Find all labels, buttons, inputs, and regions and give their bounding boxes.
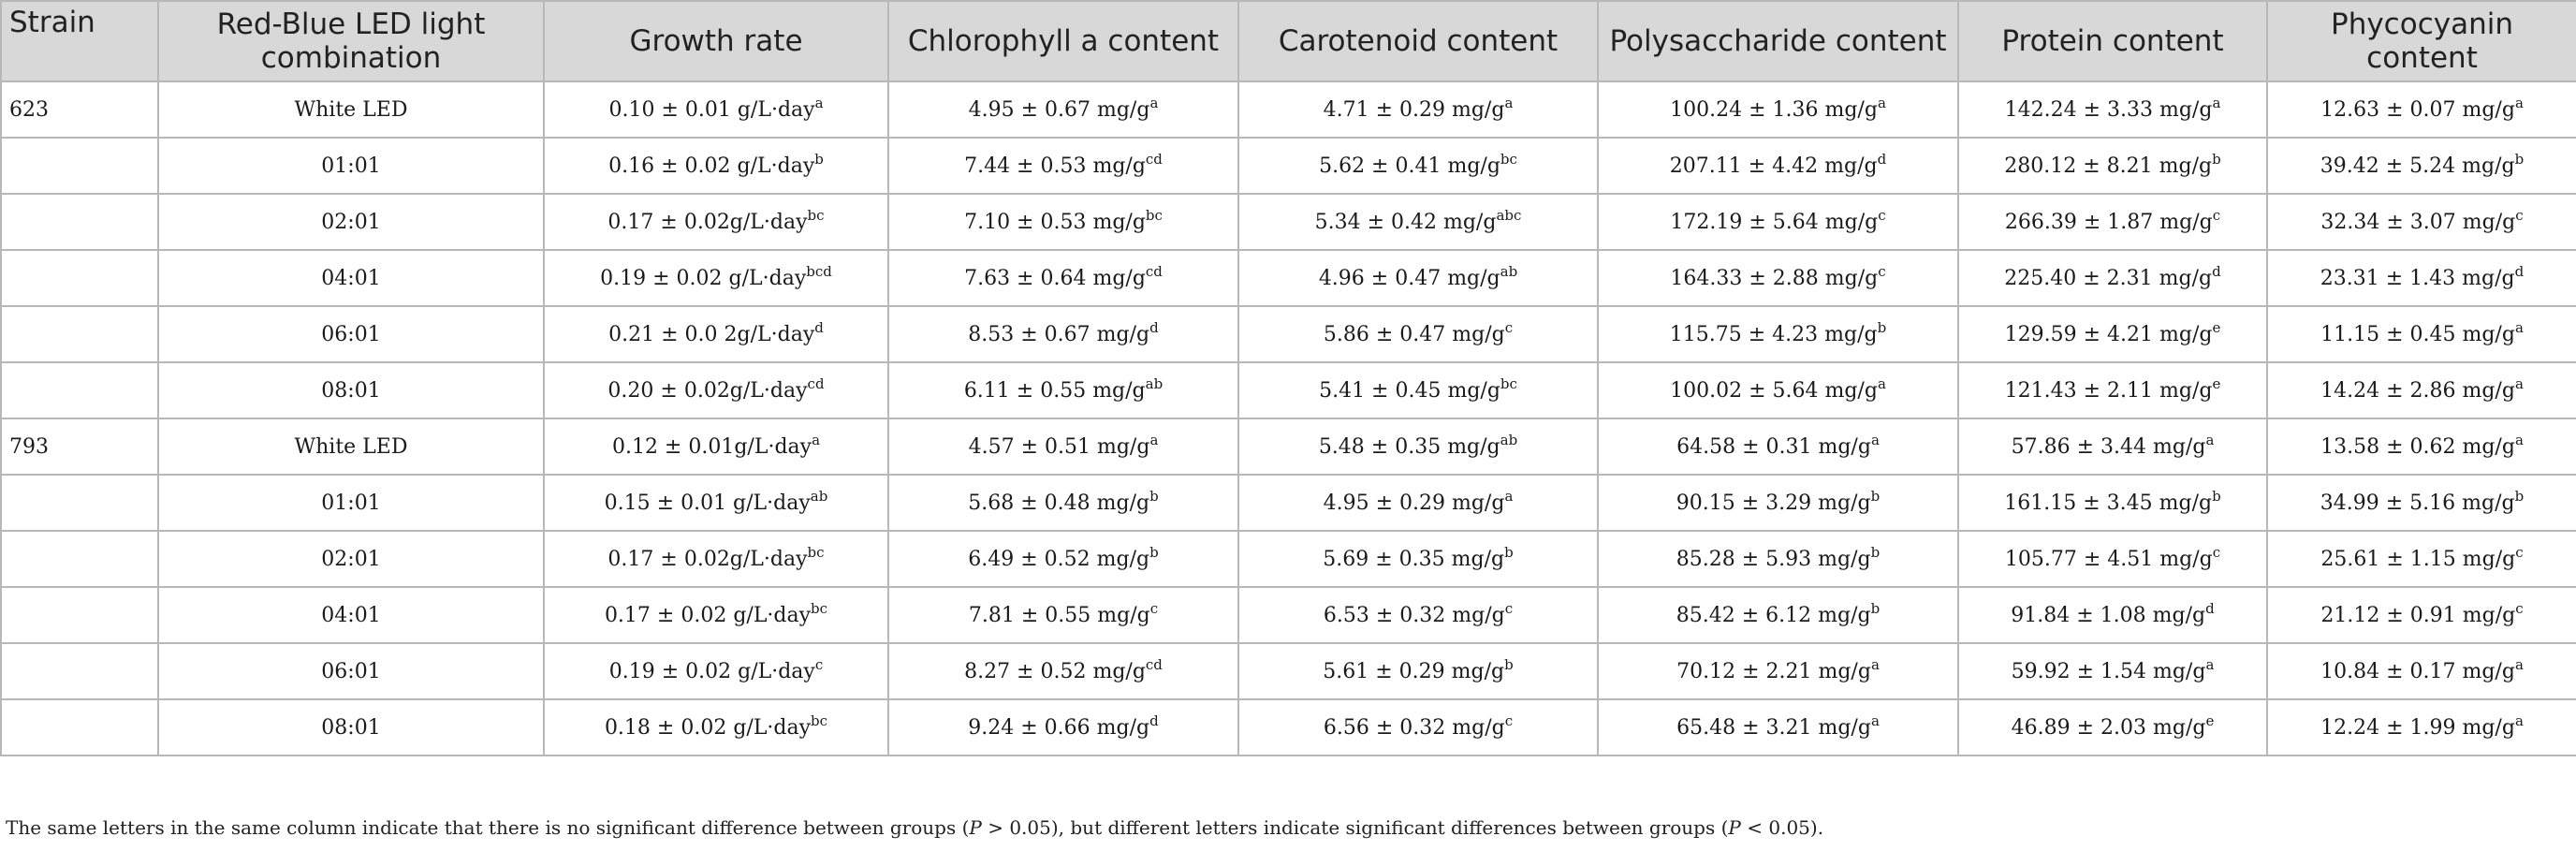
table-row: [1, 362, 2576, 418]
footnote-text-2: > 0.05), but different letters indicate significant differences between groups (: [981, 816, 1729, 839]
cell-carotenoid: [1238, 531, 1598, 587]
cell-carotenoid: [1238, 587, 1598, 643]
cell-polysaccharide: [1598, 531, 1958, 587]
cell-carotenoid: [1238, 418, 1598, 475]
cell-chlorophyll: [888, 699, 1238, 756]
significance-letter: c: [1878, 206, 1886, 224]
cell-value: 11.15 ± 0.45 mg/g: [2320, 322, 2515, 346]
significance-letter: bc: [1500, 374, 1517, 392]
cell-value: 13.58 ± 0.62 mg/g: [2320, 434, 2515, 459]
significance-letter: ab: [810, 487, 828, 505]
cell-light-combination: White LED: [158, 81, 544, 138]
cell-phycocyanin: [2267, 250, 2576, 306]
header-protein: Protein content: [1958, 1, 2267, 81]
cell-chlorophyll: [888, 194, 1238, 250]
cell-value: 9.24 ± 0.66 mg/g: [968, 715, 1150, 740]
cell-value: 0.21 ± 0.0 2g/L·day: [608, 322, 815, 346]
cell-light-combination: 04:01: [158, 250, 544, 306]
significance-letter: a: [1877, 94, 1886, 111]
cell-growth-rate: [544, 306, 888, 362]
significance-letter: a: [2514, 655, 2524, 673]
significance-letter: bc: [1500, 150, 1517, 168]
significance-letter: cd: [807, 374, 825, 392]
significance-letter: a: [2212, 94, 2221, 111]
cell-value: 5.34 ± 0.42 mg/g: [1314, 210, 1497, 234]
cell-strain: [1, 531, 158, 587]
cell-strain: [1, 306, 158, 362]
cell-value: 25.61 ± 1.15 mg/g: [2320, 547, 2516, 571]
cell-phycocyanin: [2267, 306, 2576, 362]
cell-phycocyanin: [2267, 587, 2576, 643]
cell-value: 6.49 ± 0.52 mg/g: [968, 547, 1150, 571]
cell-value: 21.12 ± 0.91 mg/g: [2320, 603, 2516, 627]
cell-chlorophyll: [888, 306, 1238, 362]
cell-phycocyanin: [2267, 194, 2576, 250]
cell-growth-rate: [544, 194, 888, 250]
cell-carotenoid: [1238, 81, 1598, 138]
cell-growth-rate: [544, 643, 888, 699]
cell-strain: 793: [1, 418, 158, 475]
cell-light-combination: 08:01: [158, 362, 544, 418]
cell-value: 8.53 ± 0.67 mg/g: [968, 322, 1150, 346]
cell-light-combination: 02:01: [158, 194, 544, 250]
cell-value: 32.34 ± 3.07 mg/g: [2320, 210, 2516, 234]
cell-polysaccharide: [1598, 362, 1958, 418]
cell-polysaccharide: [1598, 138, 1958, 194]
significance-letter: abc: [1496, 206, 1522, 224]
cell-value: 7.63 ± 0.64 mg/g: [964, 266, 1146, 290]
cell-value: 0.15 ± 0.01 g/L·day: [604, 491, 811, 515]
cell-value: 46.89 ± 2.03 mg/g: [2011, 715, 2206, 740]
significance-letter: a: [1877, 374, 1886, 392]
cell-value: 5.86 ± 0.47 mg/g: [1323, 322, 1505, 346]
significance-letter: a: [2514, 712, 2524, 729]
significance-letter: c: [1149, 599, 1159, 617]
cell-protein: [1958, 643, 2267, 699]
cell-light-combination: 06:01: [158, 306, 544, 362]
cell-value: 225.40 ± 2.31 mg/g: [2004, 266, 2213, 290]
cell-value: 65.48 ± 3.21 mg/g: [1676, 715, 1871, 740]
significance-letter: c: [2515, 543, 2524, 561]
cell-polysaccharide: [1598, 643, 1958, 699]
cell-carotenoid: [1238, 194, 1598, 250]
cell-value: 5.68 ± 0.48 mg/g: [968, 491, 1150, 515]
header-polysaccharide: Polysaccharide content: [1598, 1, 1958, 81]
cell-phycocyanin: [2267, 362, 2576, 418]
cell-chlorophyll: [888, 250, 1238, 306]
cell-polysaccharide: [1598, 81, 1958, 138]
significance-letter: bc: [807, 543, 825, 561]
cell-strain: [1, 250, 158, 306]
significance-letter: bcd: [806, 262, 832, 280]
cell-protein: [1958, 306, 2267, 362]
cell-value: 4.95 ± 0.29 mg/g: [1323, 491, 1505, 515]
significance-letter: e: [2205, 712, 2215, 729]
cell-chlorophyll: [888, 531, 1238, 587]
cell-protein: [1958, 362, 2267, 418]
cell-value: 64.58 ± 0.31 mg/g: [1676, 434, 1871, 459]
cell-value: 0.17 ± 0.02 g/L·day: [604, 603, 812, 627]
significance-letter: a: [1870, 655, 1880, 673]
cell-strain: [1, 699, 158, 756]
cell-strain: [1, 194, 158, 250]
significance-letter: cd: [1145, 262, 1163, 280]
significance-letter: cd: [1145, 150, 1163, 168]
significance-letter: bc: [1145, 206, 1163, 224]
cell-strain: 623: [1, 81, 158, 138]
cell-value: 142.24 ± 3.33 mg/g: [2004, 97, 2213, 122]
significance-letter: b: [1504, 655, 1514, 673]
significance-letter: d: [2205, 599, 2215, 617]
significance-letter: c: [1504, 712, 1514, 729]
cell-value: 5.62 ± 0.41 mg/g: [1319, 154, 1500, 178]
cell-growth-rate: [544, 475, 888, 531]
cell-chlorophyll: [888, 643, 1238, 699]
header-light-combination: Red-Blue LED light combination: [158, 1, 544, 81]
cell-value: 85.42 ± 6.12 mg/g: [1676, 603, 1871, 627]
cell-value: 6.53 ± 0.32 mg/g: [1323, 603, 1505, 627]
cell-value: 105.77 ± 4.51 mg/g: [2004, 547, 2213, 571]
significance-letter: a: [812, 431, 821, 448]
significance-letter: bc: [811, 712, 828, 729]
cell-phycocyanin: [2267, 81, 2576, 138]
cell-phycocyanin: [2267, 418, 2576, 475]
header-phycocyanin: Phycocyanin content: [2267, 1, 2576, 81]
cell-value: 6.56 ± 0.32 mg/g: [1323, 715, 1505, 740]
table-row: [1, 138, 2576, 194]
cell-value: 70.12 ± 2.21 mg/g: [1676, 659, 1871, 683]
header-chlorophyll: Chlorophyll a content: [888, 1, 1238, 81]
significance-letter: bc: [811, 599, 828, 617]
cell-growth-rate: [544, 699, 888, 756]
significance-letter: b: [814, 150, 824, 168]
significance-letter: a: [2205, 655, 2215, 673]
cell-polysaccharide: [1598, 306, 1958, 362]
cell-growth-rate: [544, 138, 888, 194]
significance-letter: a: [1149, 94, 1159, 111]
significance-letter: d: [814, 318, 824, 336]
cell-strain: [1, 475, 158, 531]
cell-value: 7.81 ± 0.55 mg/g: [968, 603, 1150, 627]
significance-letter: a: [1504, 94, 1514, 111]
significance-letter: a: [2514, 318, 2524, 336]
cell-strain: [1, 587, 158, 643]
cell-value: 4.95 ± 0.67 mg/g: [968, 97, 1150, 122]
table-row: [1, 306, 2576, 362]
cell-polysaccharide: [1598, 418, 1958, 475]
cell-chlorophyll: [888, 475, 1238, 531]
cell-phycocyanin: [2267, 138, 2576, 194]
cell-carotenoid: [1238, 362, 1598, 418]
cell-light-combination: 01:01: [158, 475, 544, 531]
significance-letter: d: [2514, 262, 2525, 280]
significance-letter: b: [1870, 543, 1881, 561]
significance-letter: c: [814, 655, 824, 673]
significance-letter: cd: [1145, 655, 1163, 673]
cell-growth-rate: [544, 418, 888, 475]
cell-protein: [1958, 81, 2267, 138]
cell-polysaccharide: [1598, 475, 1958, 531]
cell-value: 23.31 ± 1.43 mg/g: [2320, 266, 2515, 290]
cell-polysaccharide: [1598, 250, 1958, 306]
significance-letter: a: [1504, 487, 1514, 505]
significance-letter: a: [1870, 431, 1880, 448]
significance-letter: b: [1504, 543, 1514, 561]
significance-letter: d: [1149, 318, 1159, 336]
table-row: [1, 81, 2576, 138]
cell-carotenoid: [1238, 306, 1598, 362]
cell-value: 0.19 ± 0.02 g/L·day: [600, 266, 807, 290]
cell-chlorophyll: [888, 418, 1238, 475]
cell-value: 4.57 ± 0.51 mg/g: [968, 434, 1150, 459]
cell-value: 121.43 ± 2.11 mg/g: [2004, 378, 2213, 403]
cell-carotenoid: [1238, 250, 1598, 306]
significance-letter: d: [1149, 712, 1159, 729]
header-row: [1, 1, 2576, 81]
significance-letter: c: [1878, 262, 1886, 280]
cell-light-combination: 04:01: [158, 587, 544, 643]
table-row: [1, 418, 2576, 475]
significance-letter: a: [2514, 94, 2524, 111]
cell-strain: [1, 643, 158, 699]
cell-value: 5.48 ± 0.35 mg/g: [1318, 434, 1500, 459]
cell-value: 6.11 ± 0.55 mg/g: [963, 378, 1146, 403]
cell-protein: [1958, 138, 2267, 194]
significance-letter: a: [2205, 431, 2215, 448]
table-row: [1, 699, 2576, 756]
significance-letter: e: [2212, 318, 2221, 336]
significance-letter: c: [2212, 543, 2221, 561]
header-growth-rate: Growth rate: [544, 1, 888, 81]
header-strain: Strain: [1, 1, 158, 81]
cell-phycocyanin: [2267, 643, 2576, 699]
cell-value: 5.69 ± 0.35 mg/g: [1323, 547, 1505, 571]
header-carotenoid: Carotenoid content: [1238, 1, 1598, 81]
cell-phycocyanin: [2267, 699, 2576, 756]
cell-protein: [1958, 250, 2267, 306]
cell-growth-rate: [544, 250, 888, 306]
cell-growth-rate: [544, 587, 888, 643]
cell-strain: [1, 362, 158, 418]
table-row: [1, 643, 2576, 699]
cell-protein: [1958, 699, 2267, 756]
cell-value: 59.92 ± 1.54 mg/g: [2011, 659, 2206, 683]
significance-letter: a: [2514, 374, 2524, 392]
cell-value: 129.59 ± 4.21 mg/g: [2004, 322, 2213, 346]
cell-value: 0.12 ± 0.01g/L·day: [611, 434, 812, 459]
significance-letter: b: [2514, 487, 2525, 505]
cell-light-combination: 02:01: [158, 531, 544, 587]
significance-letter: d: [2212, 262, 2221, 280]
cell-polysaccharide: [1598, 587, 1958, 643]
cell-phycocyanin: [2267, 531, 2576, 587]
cell-value: 12.24 ± 1.99 mg/g: [2320, 715, 2515, 740]
significance-letter: b: [1870, 487, 1881, 505]
cell-value: 91.84 ± 1.08 mg/g: [2011, 603, 2206, 627]
significance-letter: a: [1870, 712, 1880, 729]
significance-letter: ab: [1500, 431, 1518, 448]
cell-phycocyanin: [2267, 475, 2576, 531]
cell-value: 14.24 ± 2.86 mg/g: [2320, 378, 2515, 403]
table-row: [1, 531, 2576, 587]
cell-chlorophyll: [888, 587, 1238, 643]
significance-letter: c: [1504, 599, 1514, 617]
significance-letter: ab: [1500, 262, 1518, 280]
cell-value: 0.18 ± 0.02 g/L·day: [604, 715, 812, 740]
cell-carotenoid: [1238, 699, 1598, 756]
cell-value: 39.42 ± 5.24 mg/g: [2320, 154, 2515, 178]
significance-letter: bc: [807, 206, 825, 224]
cell-value: 0.10 ± 0.01 g/L·day: [608, 97, 815, 122]
cell-carotenoid: [1238, 643, 1598, 699]
footnote-p-symbol-2: P: [1728, 816, 1741, 839]
cell-value: 8.27 ± 0.52 mg/g: [964, 659, 1146, 683]
cell-chlorophyll: [888, 362, 1238, 418]
cell-value: 207.11 ± 4.42 mg/g: [1669, 154, 1878, 178]
cell-value: 100.02 ± 5.64 mg/g: [1670, 378, 1878, 403]
table-row: [1, 250, 2576, 306]
cell-value: 12.63 ± 0.07 mg/g: [2320, 97, 2515, 122]
cell-polysaccharide: [1598, 194, 1958, 250]
cell-value: 0.17 ± 0.02g/L·day: [607, 547, 808, 571]
cell-value: 164.33 ± 2.88 mg/g: [1670, 266, 1879, 290]
cell-protein: [1958, 418, 2267, 475]
significance-letter: d: [1877, 150, 1887, 168]
cell-strain: [1, 138, 158, 194]
cell-growth-rate: [544, 362, 888, 418]
cell-value: 10.84 ± 0.17 mg/g: [2320, 659, 2515, 683]
significance-letter: b: [1149, 487, 1159, 505]
cell-value: 7.44 ± 0.53 mg/g: [964, 154, 1146, 178]
cell-carotenoid: [1238, 475, 1598, 531]
cell-light-combination: White LED: [158, 418, 544, 475]
significance-letter: b: [1870, 599, 1881, 617]
cell-protein: [1958, 194, 2267, 250]
significance-letter: ab: [1145, 374, 1164, 392]
significance-letter: b: [1149, 543, 1159, 561]
significance-letter: b: [2212, 487, 2221, 505]
significance-letter: a: [1149, 431, 1159, 448]
table-row: [1, 587, 2576, 643]
cell-chlorophyll: [888, 138, 1238, 194]
significance-letter: b: [2212, 150, 2221, 168]
table-footnote: [6, 816, 1823, 839]
significance-letter: c: [1504, 318, 1514, 336]
cell-protein: [1958, 475, 2267, 531]
cell-value: 7.10 ± 0.53 mg/g: [964, 210, 1146, 234]
table-row: [1, 475, 2576, 531]
cell-value: 4.71 ± 0.29 mg/g: [1323, 97, 1505, 122]
cell-carotenoid: [1238, 138, 1598, 194]
cell-chlorophyll: [888, 81, 1238, 138]
cell-value: 266.39 ± 1.87 mg/g: [2004, 210, 2213, 234]
cell-value: 4.96 ± 0.47 mg/g: [1318, 266, 1500, 290]
cell-polysaccharide: [1598, 699, 1958, 756]
table-body: [1, 81, 2576, 756]
cell-value: 100.24 ± 1.36 mg/g: [1670, 97, 1878, 122]
cell-value: 115.75 ± 4.23 mg/g: [1669, 322, 1878, 346]
significance-letter: c: [2515, 599, 2524, 617]
cell-value: 0.19 ± 0.02 g/L·day: [608, 659, 815, 683]
significance-letter: a: [814, 94, 824, 111]
cell-value: 85.28 ± 5.93 mg/g: [1676, 547, 1871, 571]
cell-value: 0.17 ± 0.02g/L·day: [607, 210, 808, 234]
significance-letter: b: [1877, 318, 1887, 336]
cell-light-combination: 06:01: [158, 643, 544, 699]
cell-value: 161.15 ± 3.45 mg/g: [2004, 491, 2213, 515]
cell-value: 5.41 ± 0.45 mg/g: [1319, 378, 1500, 403]
footnote-p-symbol-1: P: [969, 816, 982, 839]
footnote-text-1: The same letters in the same column indicate that there is no significant difference between groups (: [6, 816, 970, 839]
cell-value: 5.61 ± 0.29 mg/g: [1323, 659, 1505, 683]
cell-value: 172.19 ± 5.64 mg/g: [1670, 210, 1879, 234]
cell-value: 34.99 ± 5.16 mg/g: [2320, 491, 2515, 515]
cell-value: 57.86 ± 3.44 mg/g: [2011, 434, 2206, 459]
significance-letter: e: [2212, 374, 2221, 392]
cell-value: 90.15 ± 3.29 mg/g: [1676, 491, 1871, 515]
cell-value: 0.16 ± 0.02 g/L·day: [608, 154, 815, 178]
cell-growth-rate: [544, 81, 888, 138]
cell-value: 280.12 ± 8.21 mg/g: [2004, 154, 2213, 178]
table-row: [1, 194, 2576, 250]
significance-letter: c: [2212, 206, 2221, 224]
cell-light-combination: 01:01: [158, 138, 544, 194]
cell-growth-rate: [544, 531, 888, 587]
significance-letter: a: [2514, 431, 2524, 448]
significance-letter: b: [2514, 150, 2525, 168]
footnote-text-3: < 0.05).: [1740, 816, 1824, 839]
cell-light-combination: 08:01: [158, 699, 544, 756]
cell-protein: [1958, 531, 2267, 587]
significance-letter: c: [2515, 206, 2524, 224]
cell-value: 0.20 ± 0.02g/L·day: [607, 378, 808, 403]
cell-protein: [1958, 587, 2267, 643]
